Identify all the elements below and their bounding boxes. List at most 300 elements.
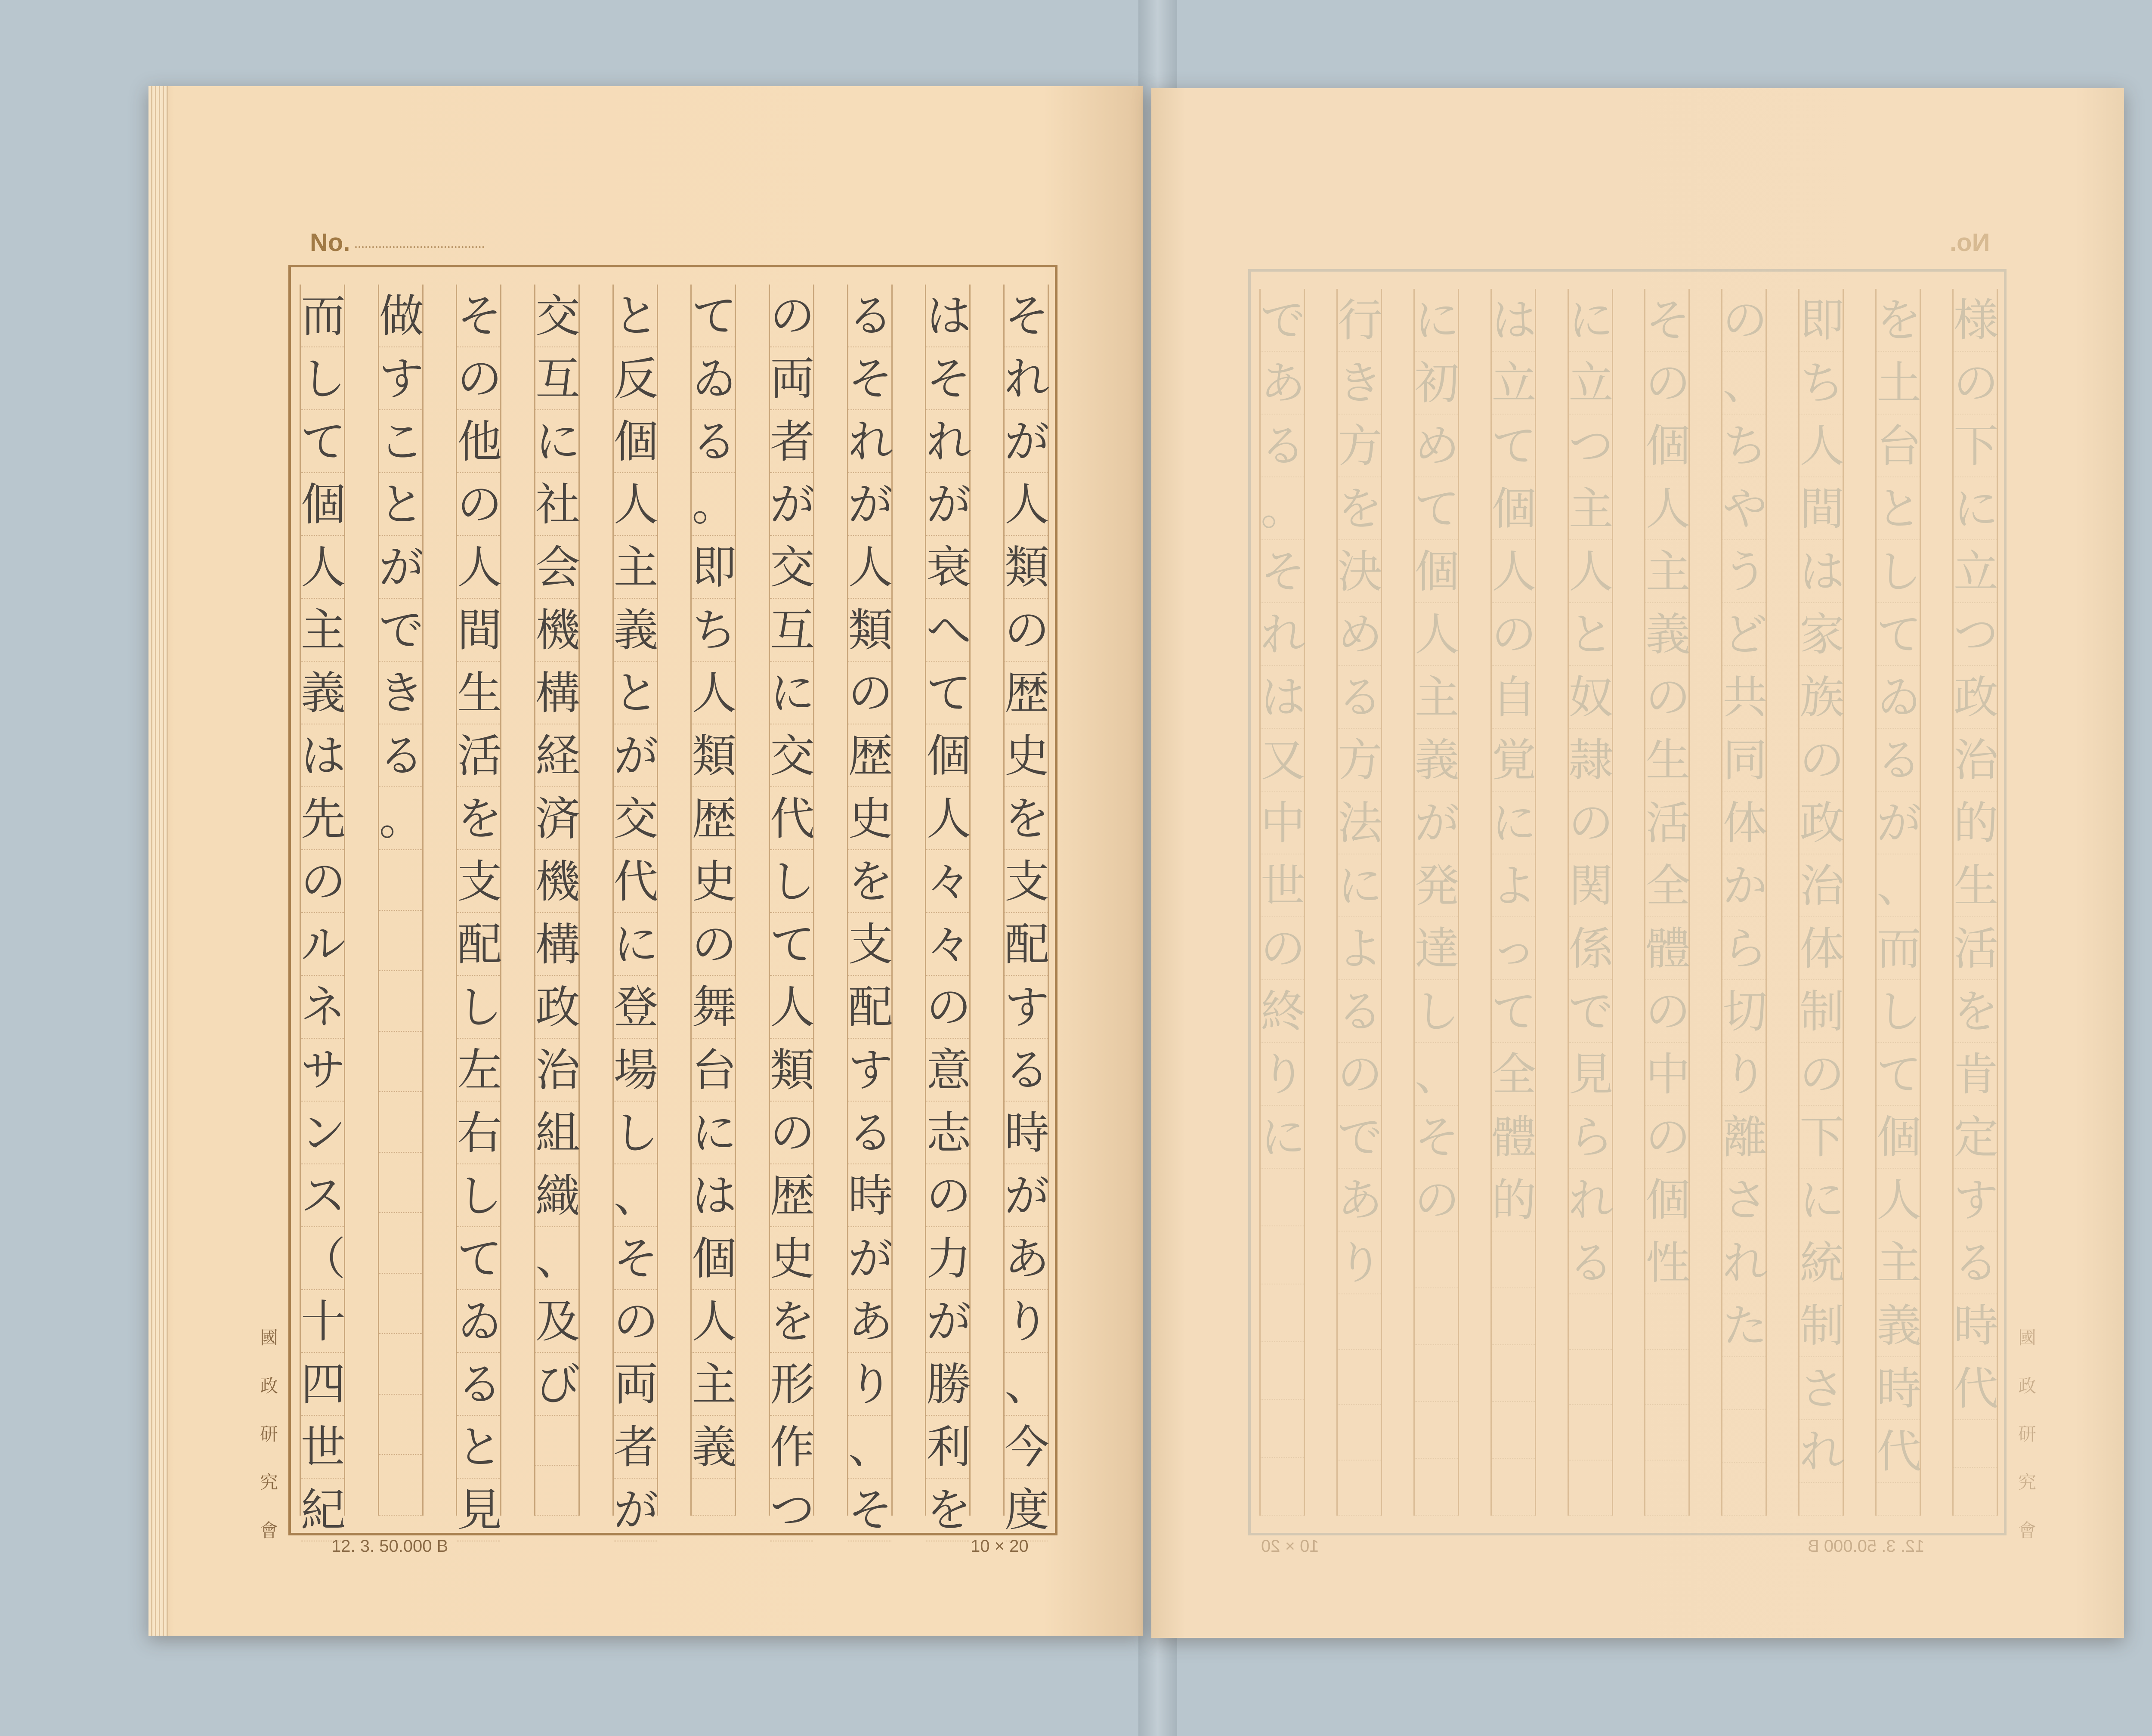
manuscript-char: る bbox=[1005, 1039, 1048, 1102]
manuscript-char: う bbox=[1722, 540, 1766, 603]
manuscript-char: 交 bbox=[770, 724, 813, 787]
manuscript-char: て bbox=[1415, 477, 1458, 540]
manuscript-char bbox=[1492, 1459, 1535, 1516]
manuscript-char: ち bbox=[1722, 415, 1766, 477]
manuscript-char: 活 bbox=[457, 724, 500, 787]
manuscript-char: あ bbox=[1261, 352, 1304, 415]
manuscript-char: そ bbox=[1005, 285, 1048, 347]
manuscript-char: と bbox=[1877, 477, 1920, 540]
manuscript-char: を bbox=[457, 787, 500, 850]
manuscript-char: 土 bbox=[1877, 352, 1920, 415]
manuscript-char: 主 bbox=[1569, 477, 1612, 540]
manuscript-char: と bbox=[1569, 603, 1612, 666]
manuscript-char: で bbox=[1569, 980, 1612, 1043]
manuscript-char: 歴 bbox=[692, 787, 735, 850]
manuscript-char: 政 bbox=[1954, 666, 1997, 729]
manuscript-char: ル bbox=[301, 913, 344, 976]
manuscript-char: 義 bbox=[692, 1416, 735, 1479]
manuscript-char bbox=[692, 1479, 735, 1516]
manuscript-char: 義 bbox=[1645, 603, 1688, 666]
manuscript-char: の bbox=[1645, 352, 1688, 415]
manuscript-char: 意 bbox=[926, 1039, 969, 1102]
manuscript-char: す bbox=[1005, 976, 1048, 1039]
manuscript-char: て bbox=[770, 913, 813, 976]
manuscript-char: を bbox=[1954, 980, 1997, 1043]
manuscript-char: 人 bbox=[1415, 603, 1458, 666]
manuscript-char: の bbox=[457, 473, 500, 536]
manuscript-char bbox=[379, 1334, 422, 1395]
manuscript-char: は bbox=[1800, 540, 1843, 603]
manuscript-char: し bbox=[1877, 540, 1920, 603]
manuscript-char: 生 bbox=[1645, 729, 1688, 792]
manuscript-char: つ bbox=[770, 1479, 813, 1541]
manuscript-char: り bbox=[1005, 1290, 1048, 1353]
manuscript-char: ち bbox=[1800, 352, 1843, 415]
manuscript-char: 世 bbox=[301, 1416, 344, 1479]
manuscript-char: 人 bbox=[457, 536, 500, 599]
manuscript-char: や bbox=[1722, 477, 1766, 540]
manuscript-char: の bbox=[457, 347, 500, 410]
manuscript-char bbox=[1415, 1402, 1458, 1459]
manuscript-char: 体 bbox=[1722, 792, 1766, 854]
manuscript-char: 即 bbox=[1800, 289, 1843, 352]
manuscript-char: の bbox=[1800, 729, 1843, 792]
manuscript-char: 隷 bbox=[1569, 729, 1612, 792]
manuscript-char bbox=[1492, 1288, 1535, 1345]
manuscript-char: 政 bbox=[1800, 792, 1843, 854]
manuscript-char: 離 bbox=[1722, 1106, 1766, 1169]
manuscript-char: は bbox=[692, 1164, 735, 1227]
manuscript-char: 人 bbox=[301, 536, 344, 599]
manuscript-char: 制 bbox=[1800, 1294, 1843, 1357]
manuscript-char: 全 bbox=[1645, 854, 1688, 917]
imprint-char: 國 bbox=[2018, 1327, 2036, 1348]
manuscript-char: 代 bbox=[1954, 1357, 1997, 1420]
manuscript-char: 衰 bbox=[926, 536, 969, 599]
manuscript-char: 力 bbox=[926, 1227, 969, 1290]
manuscript-char: そ bbox=[1261, 540, 1304, 603]
manuscript-char: 場 bbox=[614, 1039, 657, 1102]
manuscript-char: 人 bbox=[1877, 1169, 1920, 1232]
manuscript-char: 人 bbox=[926, 787, 969, 850]
manuscript-char: 史 bbox=[848, 787, 891, 850]
manuscript-char: の bbox=[770, 285, 813, 347]
left-page-number-label: No. bbox=[310, 229, 350, 257]
manuscript-char: れ bbox=[1005, 347, 1048, 410]
manuscript-char: 活 bbox=[1645, 792, 1688, 854]
manuscript-column bbox=[378, 285, 424, 1516]
manuscript-char: 個 bbox=[926, 724, 969, 787]
manuscript-char: 組 bbox=[535, 1102, 578, 1164]
manuscript-char: に bbox=[535, 410, 578, 473]
manuscript-char: 治 bbox=[1954, 729, 1997, 792]
manuscript-char bbox=[1645, 1350, 1688, 1405]
manuscript-char: し bbox=[301, 347, 344, 410]
manuscript-char: 機 bbox=[535, 850, 578, 913]
manuscript-char: て bbox=[1877, 603, 1920, 666]
manuscript-char: 史 bbox=[770, 1227, 813, 1290]
manuscript-char bbox=[379, 1274, 422, 1334]
manuscript-char: し bbox=[1877, 980, 1920, 1043]
manuscript-char: れ bbox=[1722, 1232, 1766, 1294]
manuscript-char bbox=[1492, 1345, 1535, 1402]
manuscript-column bbox=[925, 285, 971, 1536]
manuscript-char: め bbox=[1338, 603, 1381, 666]
manuscript-char bbox=[1645, 1461, 1688, 1516]
manuscript-char bbox=[1261, 1226, 1304, 1284]
manuscript-char: 舞 bbox=[692, 976, 735, 1039]
right-manuscript-grid bbox=[1248, 269, 2007, 1535]
manuscript-char: と bbox=[614, 285, 657, 347]
manuscript-char: 體 bbox=[1645, 917, 1688, 980]
manuscript-char bbox=[1954, 1468, 1997, 1516]
manuscript-char bbox=[1338, 1405, 1381, 1461]
manuscript-char: す bbox=[379, 347, 422, 410]
manuscript-char: の bbox=[1338, 1043, 1381, 1106]
manuscript-char: の bbox=[1492, 603, 1535, 666]
manuscript-char: ら bbox=[1569, 1106, 1612, 1169]
manuscript-char bbox=[379, 1092, 422, 1153]
manuscript-char: で bbox=[379, 599, 422, 662]
manuscript-char: の bbox=[926, 976, 969, 1039]
manuscript-char: そ bbox=[848, 347, 891, 410]
manuscript-char: 支 bbox=[1005, 850, 1048, 913]
manuscript-char: 時 bbox=[1954, 1294, 1997, 1357]
manuscript-char: ゐ bbox=[457, 1290, 500, 1353]
manuscript-char: 主 bbox=[692, 1353, 735, 1416]
manuscript-char: 台 bbox=[1877, 415, 1920, 477]
manuscript-char: す bbox=[848, 1039, 891, 1102]
manuscript-char: き bbox=[1338, 352, 1381, 415]
manuscript-char: に bbox=[1800, 1169, 1843, 1232]
manuscript-char: が bbox=[379, 536, 422, 599]
manuscript-char: 性 bbox=[1645, 1232, 1688, 1294]
manuscript-char: 人 bbox=[1005, 473, 1048, 536]
left-footer-print-code: 12. 3. 50.000 B bbox=[331, 1537, 448, 1556]
manuscript-char: 同 bbox=[1722, 729, 1766, 792]
manuscript-char: り bbox=[1338, 1232, 1381, 1294]
manuscript-char bbox=[1722, 1410, 1766, 1463]
manuscript-char: る bbox=[692, 410, 735, 473]
manuscript-char: か bbox=[1722, 854, 1766, 917]
manuscript-char: の bbox=[692, 913, 735, 976]
manuscript-char bbox=[379, 1153, 422, 1213]
manuscript-char: は bbox=[301, 724, 344, 787]
manuscript-char: よ bbox=[1338, 917, 1381, 980]
manuscript-char: 人 bbox=[1645, 477, 1688, 540]
manuscript-char: 做 bbox=[379, 285, 422, 347]
manuscript-char: 而 bbox=[301, 285, 344, 347]
manuscript-char: と bbox=[614, 662, 657, 724]
manuscript-char: 個 bbox=[614, 410, 657, 473]
manuscript-char bbox=[1569, 1405, 1612, 1461]
manuscript-char: 作 bbox=[770, 1416, 813, 1479]
manuscript-char: ネ bbox=[301, 976, 344, 1039]
manuscript-char: る bbox=[1338, 666, 1381, 729]
manuscript-char bbox=[1338, 1461, 1381, 1516]
manuscript-char: 主 bbox=[1877, 1232, 1920, 1294]
manuscript-column bbox=[1259, 289, 1305, 1516]
manuscript-char: を bbox=[926, 1479, 969, 1541]
manuscript-char: サ bbox=[301, 1039, 344, 1102]
manuscript-char: 支 bbox=[848, 913, 891, 976]
manuscript-char: て bbox=[692, 285, 735, 347]
right-page-number-label: No. bbox=[1950, 229, 1990, 257]
manuscript-char: 法 bbox=[1338, 792, 1381, 854]
manuscript-char: 立 bbox=[1492, 352, 1535, 415]
manuscript-char: 治 bbox=[1800, 854, 1843, 917]
manuscript-char bbox=[1261, 1169, 1304, 1226]
manuscript-char: 。 bbox=[1261, 477, 1304, 540]
manuscript-char bbox=[1261, 1400, 1304, 1457]
manuscript-char: 、 bbox=[1722, 352, 1766, 415]
manuscript-char: 生 bbox=[1954, 854, 1997, 917]
manuscript-char: の bbox=[1722, 289, 1766, 352]
manuscript-column bbox=[1336, 289, 1382, 1516]
manuscript-char: 人 bbox=[1800, 415, 1843, 477]
manuscript-char: 類 bbox=[1005, 536, 1048, 599]
manuscript-char: 奴 bbox=[1569, 666, 1612, 729]
manuscript-char: 右 bbox=[457, 1102, 500, 1164]
manuscript-char: し bbox=[614, 1102, 657, 1164]
manuscript-char: あ bbox=[1005, 1227, 1048, 1290]
manuscript-char: は bbox=[1492, 289, 1535, 352]
manuscript-char: に bbox=[770, 662, 813, 724]
manuscript-char: 経 bbox=[535, 724, 578, 787]
manuscript-char: あ bbox=[848, 1290, 891, 1353]
manuscript-char: の bbox=[1005, 599, 1048, 662]
manuscript-char: 、 bbox=[1005, 1353, 1048, 1416]
manuscript-char bbox=[1492, 1232, 1535, 1288]
manuscript-char: 構 bbox=[535, 662, 578, 724]
manuscript-char: 覚 bbox=[1492, 729, 1535, 792]
manuscript-char: 今 bbox=[1005, 1416, 1048, 1479]
manuscript-column bbox=[1003, 285, 1050, 1536]
manuscript-char: 個 bbox=[1415, 540, 1458, 603]
manuscript-char: 政 bbox=[535, 976, 578, 1039]
manuscript-char bbox=[379, 1032, 422, 1092]
manuscript-char: 見 bbox=[457, 1479, 500, 1541]
manuscript-char: 登 bbox=[614, 976, 657, 1039]
manuscript-char: 左 bbox=[457, 1039, 500, 1102]
imprint-char: 政 bbox=[260, 1375, 278, 1396]
imprint-char: 政 bbox=[2018, 1375, 2036, 1396]
manuscript-char: そ bbox=[1645, 289, 1688, 352]
manuscript-char bbox=[1569, 1294, 1612, 1350]
manuscript-char: 先 bbox=[301, 787, 344, 850]
manuscript-char: し bbox=[770, 850, 813, 913]
manuscript-char bbox=[1415, 1232, 1458, 1288]
manuscript-column bbox=[1644, 289, 1690, 1516]
manuscript-char: 構 bbox=[535, 913, 578, 976]
manuscript-char: 人 bbox=[848, 536, 891, 599]
manuscript-char bbox=[379, 850, 422, 911]
manuscript-char: り bbox=[1261, 1043, 1304, 1106]
manuscript-char: 人 bbox=[692, 1290, 735, 1353]
manuscript-char: 下 bbox=[1954, 415, 1997, 477]
imprint-char: 究 bbox=[260, 1472, 278, 1493]
manuscript-char bbox=[379, 911, 422, 972]
manuscript-char: の bbox=[1415, 1169, 1458, 1232]
manuscript-char: 下 bbox=[1800, 1106, 1843, 1169]
manuscript-char bbox=[1492, 1402, 1535, 1459]
manuscript-char: 歴 bbox=[848, 724, 891, 787]
manuscript-column bbox=[690, 285, 736, 1516]
manuscript-char: 終 bbox=[1261, 980, 1304, 1043]
manuscript-char: 定 bbox=[1954, 1106, 1997, 1169]
manuscript-char: が bbox=[1877, 792, 1920, 854]
manuscript-char: つ bbox=[1569, 415, 1612, 477]
manuscript-char bbox=[1261, 1342, 1304, 1400]
manuscript-char: る bbox=[1569, 1232, 1612, 1294]
manuscript-char: 交 bbox=[770, 536, 813, 599]
manuscript-char: 済 bbox=[535, 787, 578, 850]
manuscript-char: 、 bbox=[848, 1416, 891, 1479]
manuscript-char: は bbox=[1261, 666, 1304, 729]
manuscript-char: が bbox=[848, 1227, 891, 1290]
right-publisher-imprint bbox=[2014, 1324, 2040, 1542]
manuscript-char: る bbox=[1338, 980, 1381, 1043]
manuscript-char bbox=[379, 1395, 422, 1455]
manuscript-char: に bbox=[614, 913, 657, 976]
manuscript-char: 體 bbox=[1492, 1106, 1535, 1169]
manuscript-char: 類 bbox=[692, 724, 735, 787]
manuscript-char: （ bbox=[301, 1227, 344, 1290]
imprint-char: 國 bbox=[260, 1327, 278, 1348]
manuscript-char: 関 bbox=[1569, 854, 1612, 917]
manuscript-char: さ bbox=[1800, 1357, 1843, 1420]
manuscript-char: ン bbox=[301, 1102, 344, 1164]
manuscript-char: の bbox=[770, 1102, 813, 1164]
manuscript-char: 両 bbox=[614, 1353, 657, 1416]
left-page-number-line bbox=[355, 246, 484, 248]
manuscript-char: で bbox=[1338, 1106, 1381, 1169]
manuscript-char: 個 bbox=[1645, 415, 1688, 477]
manuscript-char: に bbox=[1954, 477, 1997, 540]
manuscript-char: れ bbox=[1569, 1169, 1612, 1232]
manuscript-char: 互 bbox=[535, 347, 578, 410]
manuscript-char: 類 bbox=[848, 599, 891, 662]
manuscript-char bbox=[1415, 1459, 1458, 1516]
manuscript-char: の bbox=[1569, 792, 1612, 854]
manuscript-char bbox=[379, 1455, 422, 1516]
manuscript-char: が bbox=[1005, 1164, 1048, 1227]
manuscript-char: し bbox=[1415, 980, 1458, 1043]
manuscript-char: 立 bbox=[1569, 352, 1612, 415]
manuscript-char: 互 bbox=[770, 599, 813, 662]
manuscript-char: 個 bbox=[1645, 1169, 1688, 1232]
manuscript-column bbox=[769, 285, 815, 1536]
manuscript-char: こ bbox=[379, 410, 422, 473]
manuscript-column bbox=[1952, 289, 1998, 1516]
manuscript-char: 類 bbox=[770, 1039, 813, 1102]
manuscript-char: て bbox=[926, 662, 969, 724]
manuscript-char: 主 bbox=[1415, 666, 1458, 729]
manuscript-char: 初 bbox=[1415, 352, 1458, 415]
manuscript-char: 中 bbox=[1261, 792, 1304, 854]
manuscript-char: を bbox=[1005, 787, 1048, 850]
manuscript-char: の bbox=[1261, 917, 1304, 980]
manuscript-char: 切 bbox=[1722, 980, 1766, 1043]
manuscript-char: た bbox=[1722, 1294, 1766, 1357]
manuscript-char: 歴 bbox=[770, 1164, 813, 1227]
manuscript-char: の bbox=[848, 662, 891, 724]
imprint-char: 會 bbox=[260, 1520, 278, 1541]
manuscript-column bbox=[1721, 289, 1767, 1516]
manuscript-char bbox=[1338, 1350, 1381, 1405]
manuscript-char: 人 bbox=[770, 976, 813, 1039]
manuscript-char: 而 bbox=[1877, 917, 1920, 980]
manuscript-column bbox=[300, 285, 346, 1536]
manuscript-char bbox=[379, 1213, 422, 1274]
manuscript-char: ゐ bbox=[1877, 666, 1920, 729]
manuscript-char: を bbox=[848, 850, 891, 913]
manuscript-char: が bbox=[926, 473, 969, 536]
manuscript-char: 及 bbox=[535, 1290, 578, 1353]
manuscript-char: 利 bbox=[926, 1416, 969, 1479]
manuscript-char: 史 bbox=[1005, 724, 1048, 787]
manuscript-char: び bbox=[535, 1353, 578, 1416]
manuscript-char: 制 bbox=[1800, 980, 1843, 1043]
manuscript-char: 的 bbox=[1492, 1169, 1535, 1232]
manuscript-char: 代 bbox=[1877, 1420, 1920, 1483]
manuscript-char: ゐ bbox=[692, 347, 735, 410]
manuscript-char: 家 bbox=[1800, 603, 1843, 666]
left-footer-grid-size: 10 × 20 bbox=[971, 1537, 1029, 1556]
manuscript-char bbox=[1722, 1357, 1766, 1410]
manuscript-char: 反 bbox=[614, 347, 657, 410]
manuscript-column bbox=[1568, 289, 1613, 1516]
manuscript-char: ら bbox=[1722, 917, 1766, 980]
manuscript-char: 形 bbox=[770, 1353, 813, 1416]
manuscript-char: 個 bbox=[301, 473, 344, 536]
manuscript-char: に bbox=[1338, 854, 1381, 917]
manuscript-char: の bbox=[1645, 666, 1688, 729]
manuscript-char: る bbox=[457, 1353, 500, 1416]
manuscript-char: れ bbox=[1800, 1420, 1843, 1483]
manuscript-column bbox=[1875, 289, 1921, 1516]
manuscript-char bbox=[1645, 1405, 1688, 1461]
manuscript-char: 族 bbox=[1800, 666, 1843, 729]
imprint-char: 研 bbox=[260, 1423, 278, 1445]
manuscript-char: 、 bbox=[614, 1164, 657, 1227]
manuscript-char: の bbox=[1645, 980, 1688, 1043]
manuscript-char: 義 bbox=[1877, 1294, 1920, 1357]
manuscript-char: へ bbox=[926, 599, 969, 662]
manuscript-char: 他 bbox=[457, 410, 500, 473]
manuscript-char: に bbox=[1261, 1106, 1304, 1169]
manuscript-char: の bbox=[301, 850, 344, 913]
manuscript-char: 台 bbox=[692, 1039, 735, 1102]
manuscript-char: て bbox=[457, 1227, 500, 1290]
manuscript-char: 紀 bbox=[301, 1479, 344, 1541]
manuscript-char: 配 bbox=[457, 913, 500, 976]
manuscript-char: れ bbox=[926, 410, 969, 473]
manuscript-char: 義 bbox=[614, 599, 657, 662]
manuscript-char: 会 bbox=[535, 536, 578, 599]
right-footer-print-code: 12. 3. 50.000 B bbox=[1808, 1537, 1925, 1556]
manuscript-char: 両 bbox=[770, 347, 813, 410]
manuscript-char: 十 bbox=[301, 1290, 344, 1353]
manuscript-char: の bbox=[1645, 1106, 1688, 1169]
manuscript-char: 様 bbox=[1954, 289, 1997, 352]
manuscript-char: 達 bbox=[1415, 917, 1458, 980]
manuscript-char: れ bbox=[1261, 603, 1304, 666]
manuscript-char bbox=[1645, 1294, 1688, 1350]
manuscript-char: れ bbox=[848, 410, 891, 473]
manuscript-column bbox=[847, 285, 893, 1536]
manuscript-char: 係 bbox=[1569, 917, 1612, 980]
